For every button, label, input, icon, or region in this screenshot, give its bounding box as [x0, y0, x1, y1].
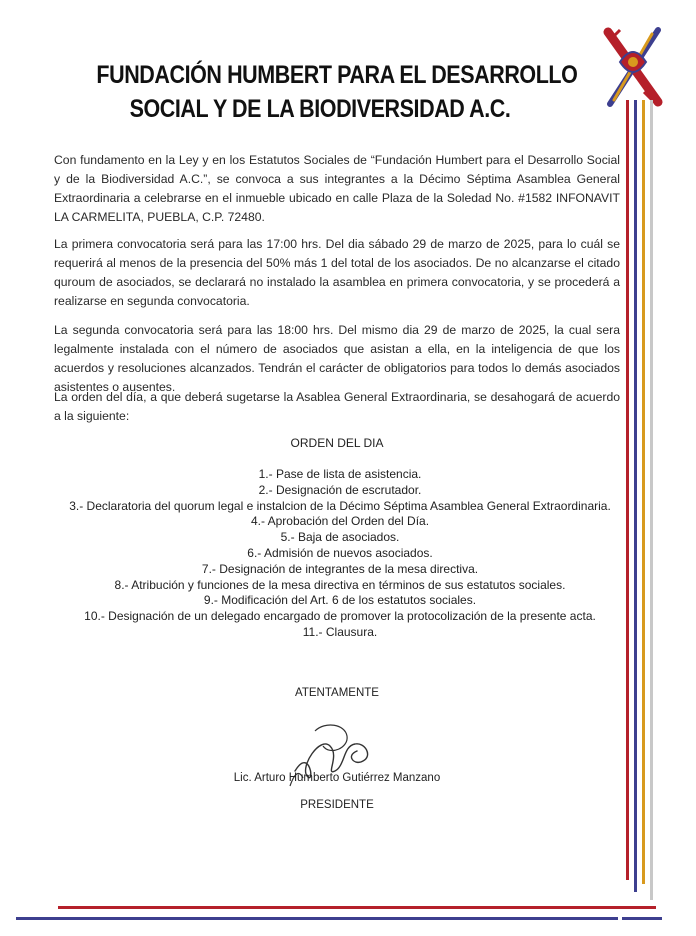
decorative-vertical-line-gray — [650, 100, 653, 900]
agenda-item: 3.- Declaratoria del quorum legal e instalcion de la Décimo Séptima Asamblea General Extraordinaria. — [69, 498, 611, 513]
second-call-paragraph: La segunda convocatoria será para las 18:00 hrs. Del mismo dia 29 de marzo de 2025, la cual sera legalmente instalada con el número de asociados que asistan a ella, en la inteligencia de que los acuerdos y resoluciones alcanzados. Tendrán el carácter de obligatorios para todos lo demás asociados asistentes o ausentes. — [54, 323, 620, 394]
agenda-item: 9.- Modificación del Art. 6 de los estatutos sociales. — [203, 593, 477, 608]
first-call-paragraph: La primera convocatoria será para las 17:00 hrs. Del dia sábado 29 de marzo de 2025, para lo cuál se requerirá al menos de la presencia del 50% más 1 del total de los asociados. De no alcanzarse el citado quroum de asociados, se declarará no instalado la asamblea en primera convocatoria, y se procederá a realizarse en segunda convocatoria. — [54, 237, 620, 308]
signer-role: PRESIDENTE — [300, 799, 374, 811]
agenda-item: 8.- Atribución y funciones de la mesa directiva en términos de sus estatutos sociales. — [114, 577, 566, 592]
decorative-horizontal-line-blue — [16, 917, 618, 920]
intro-paragraph: Con fundamento en la Ley y en los Estatutos Sociales de “Fundación Humbert para el Desarrollo Social y de la Biodiversidad A.C.”, se convoca a sus integrantes a la Décimo Séptima Asamblea General Extraordinaria a celebrarse en el inmueble ubicado en calle Plaza de la Soledad No. #1582 INFONAVIT LA CARMELITA, PUEBLA, C.P. 72480. — [54, 153, 620, 224]
agenda-item: 2.- Designación de escrutador. — [258, 482, 422, 497]
signer-name: Lic. Arturo Humberto Gutiérrez Manzano — [233, 772, 441, 784]
closing-salutation: ATENTAMENTE — [295, 687, 379, 699]
agenda-item: 7.- Designación de integrantes de la mesa directiva. — [201, 561, 479, 576]
agenda-item: 1.- Pase de lista de asistencia. — [258, 467, 422, 481]
agenda-item: 5.- Baja de asociados. — [280, 530, 400, 545]
agenda-item: 11.- Clausura. — [302, 624, 378, 639]
decorative-vertical-line-gold — [642, 100, 645, 884]
agenda-intro-paragraph: La orden del día, a que deberá sugetarse la Asablea General Extraordinaria, se desahogará de acuerdo a la siguiente: — [54, 390, 620, 423]
title-line-2: SOCIAL Y DE LA BIODIVERSIDAD A.C. — [129, 95, 511, 123]
agenda-item: 10.- Designación de un delegado encargado de promover la protocolización de la presente acta. — [84, 609, 596, 624]
title-line-1: FUNDACIÓN HUMBERT PARA EL DESARROLLO — [96, 61, 578, 89]
agenda-item: 6.- Admisión de nuevos asociados. — [247, 545, 433, 560]
decorative-horizontal-line-red — [58, 906, 656, 909]
decorative-vertical-line-blue — [634, 100, 637, 892]
handwritten-signature — [285, 716, 385, 796]
decorative-vertical-line-red — [626, 100, 629, 880]
agenda-item: 4.- Aprobación del Orden del Día. — [250, 514, 430, 529]
agenda-list — [40, 467, 640, 641]
page-title — [96, 58, 578, 126]
foundation-emblem-icon — [600, 22, 666, 116]
agenda-title: ORDEN DEL DIA — [290, 436, 384, 450]
decorative-horizontal-line-blue-short — [622, 917, 662, 920]
